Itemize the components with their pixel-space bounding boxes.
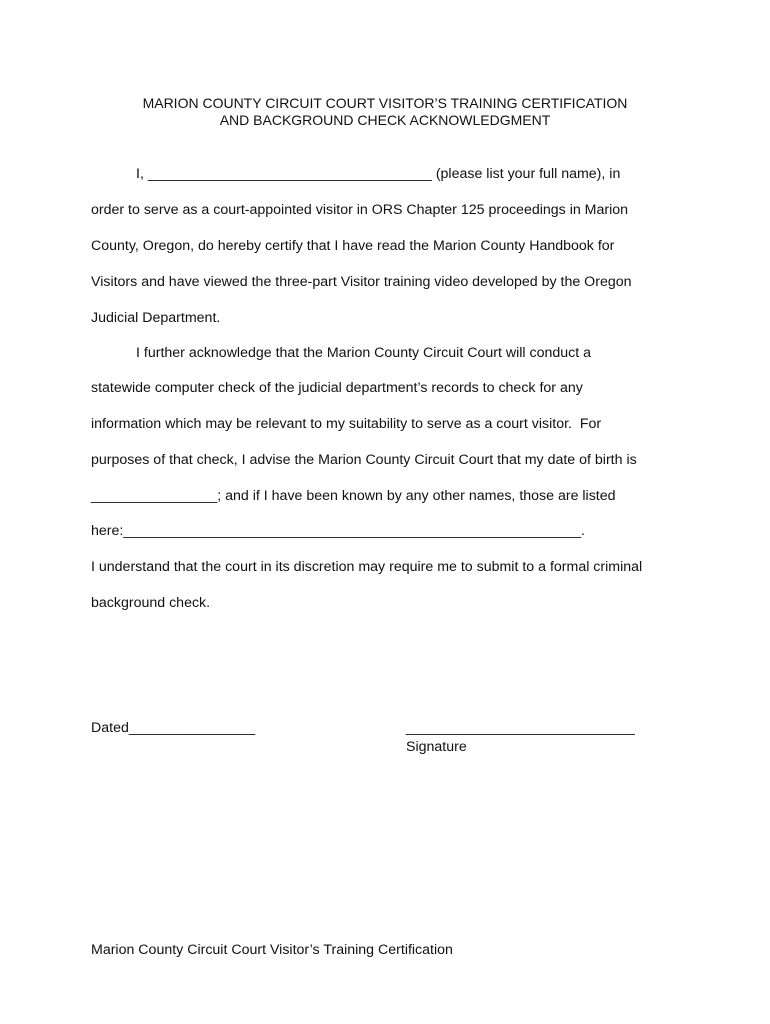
paragraph-line: statewide computer check of the judicial department’s records to check for any — [91, 380, 583, 396]
name-declaration-line: I, ____________________________________ (please list your full name), in — [136, 166, 621, 182]
paragraph-line: Visitors and have viewed the three-part Visitor training video developed by the Oregon — [91, 274, 632, 290]
paragraph-line: I further acknowledge that the Marion County Circuit Court will conduct a — [136, 345, 592, 361]
signature-label: Signature — [406, 739, 467, 755]
paragraph-line: Judicial Department. — [91, 310, 221, 326]
dated-field: Dated________________ — [91, 720, 256, 736]
paragraph-line: County, Oregon, do hereby certify that I have read the Marion County Handbook for — [91, 238, 615, 254]
signature-line: _____________________________ — [406, 720, 635, 736]
paragraph-line: purposes of that check, I advise the Marion County Circuit Court that my date of birth is — [91, 452, 637, 468]
paragraph-line: order to serve as a court-appointed visitor in ORS Chapter 125 proceedings in Marion — [91, 202, 629, 218]
document-title-line-1: MARION COUNTY CIRCUIT COURT VISITOR’S TRAINING CERTIFICATION — [142, 95, 628, 111]
page-footer: Marion County Circuit Court Visitor’s Training Certification — [91, 942, 453, 958]
paragraph-line: background check. — [91, 595, 211, 611]
paragraph-line: information which may be relevant to my suitability to serve as a court visitor. For — [91, 416, 602, 432]
paragraph-line: I understand that the court in its discretion may require me to submit to a formal criminal — [91, 559, 643, 575]
document-title-line-2: AND BACKGROUND CHECK ACKNOWLEDGMENT — [219, 112, 551, 128]
date-of-birth-line: ________________; and if I have been known by any other names, those are listed — [91, 488, 616, 504]
other-names-line: here:__________________________________________________________. — [91, 523, 585, 539]
